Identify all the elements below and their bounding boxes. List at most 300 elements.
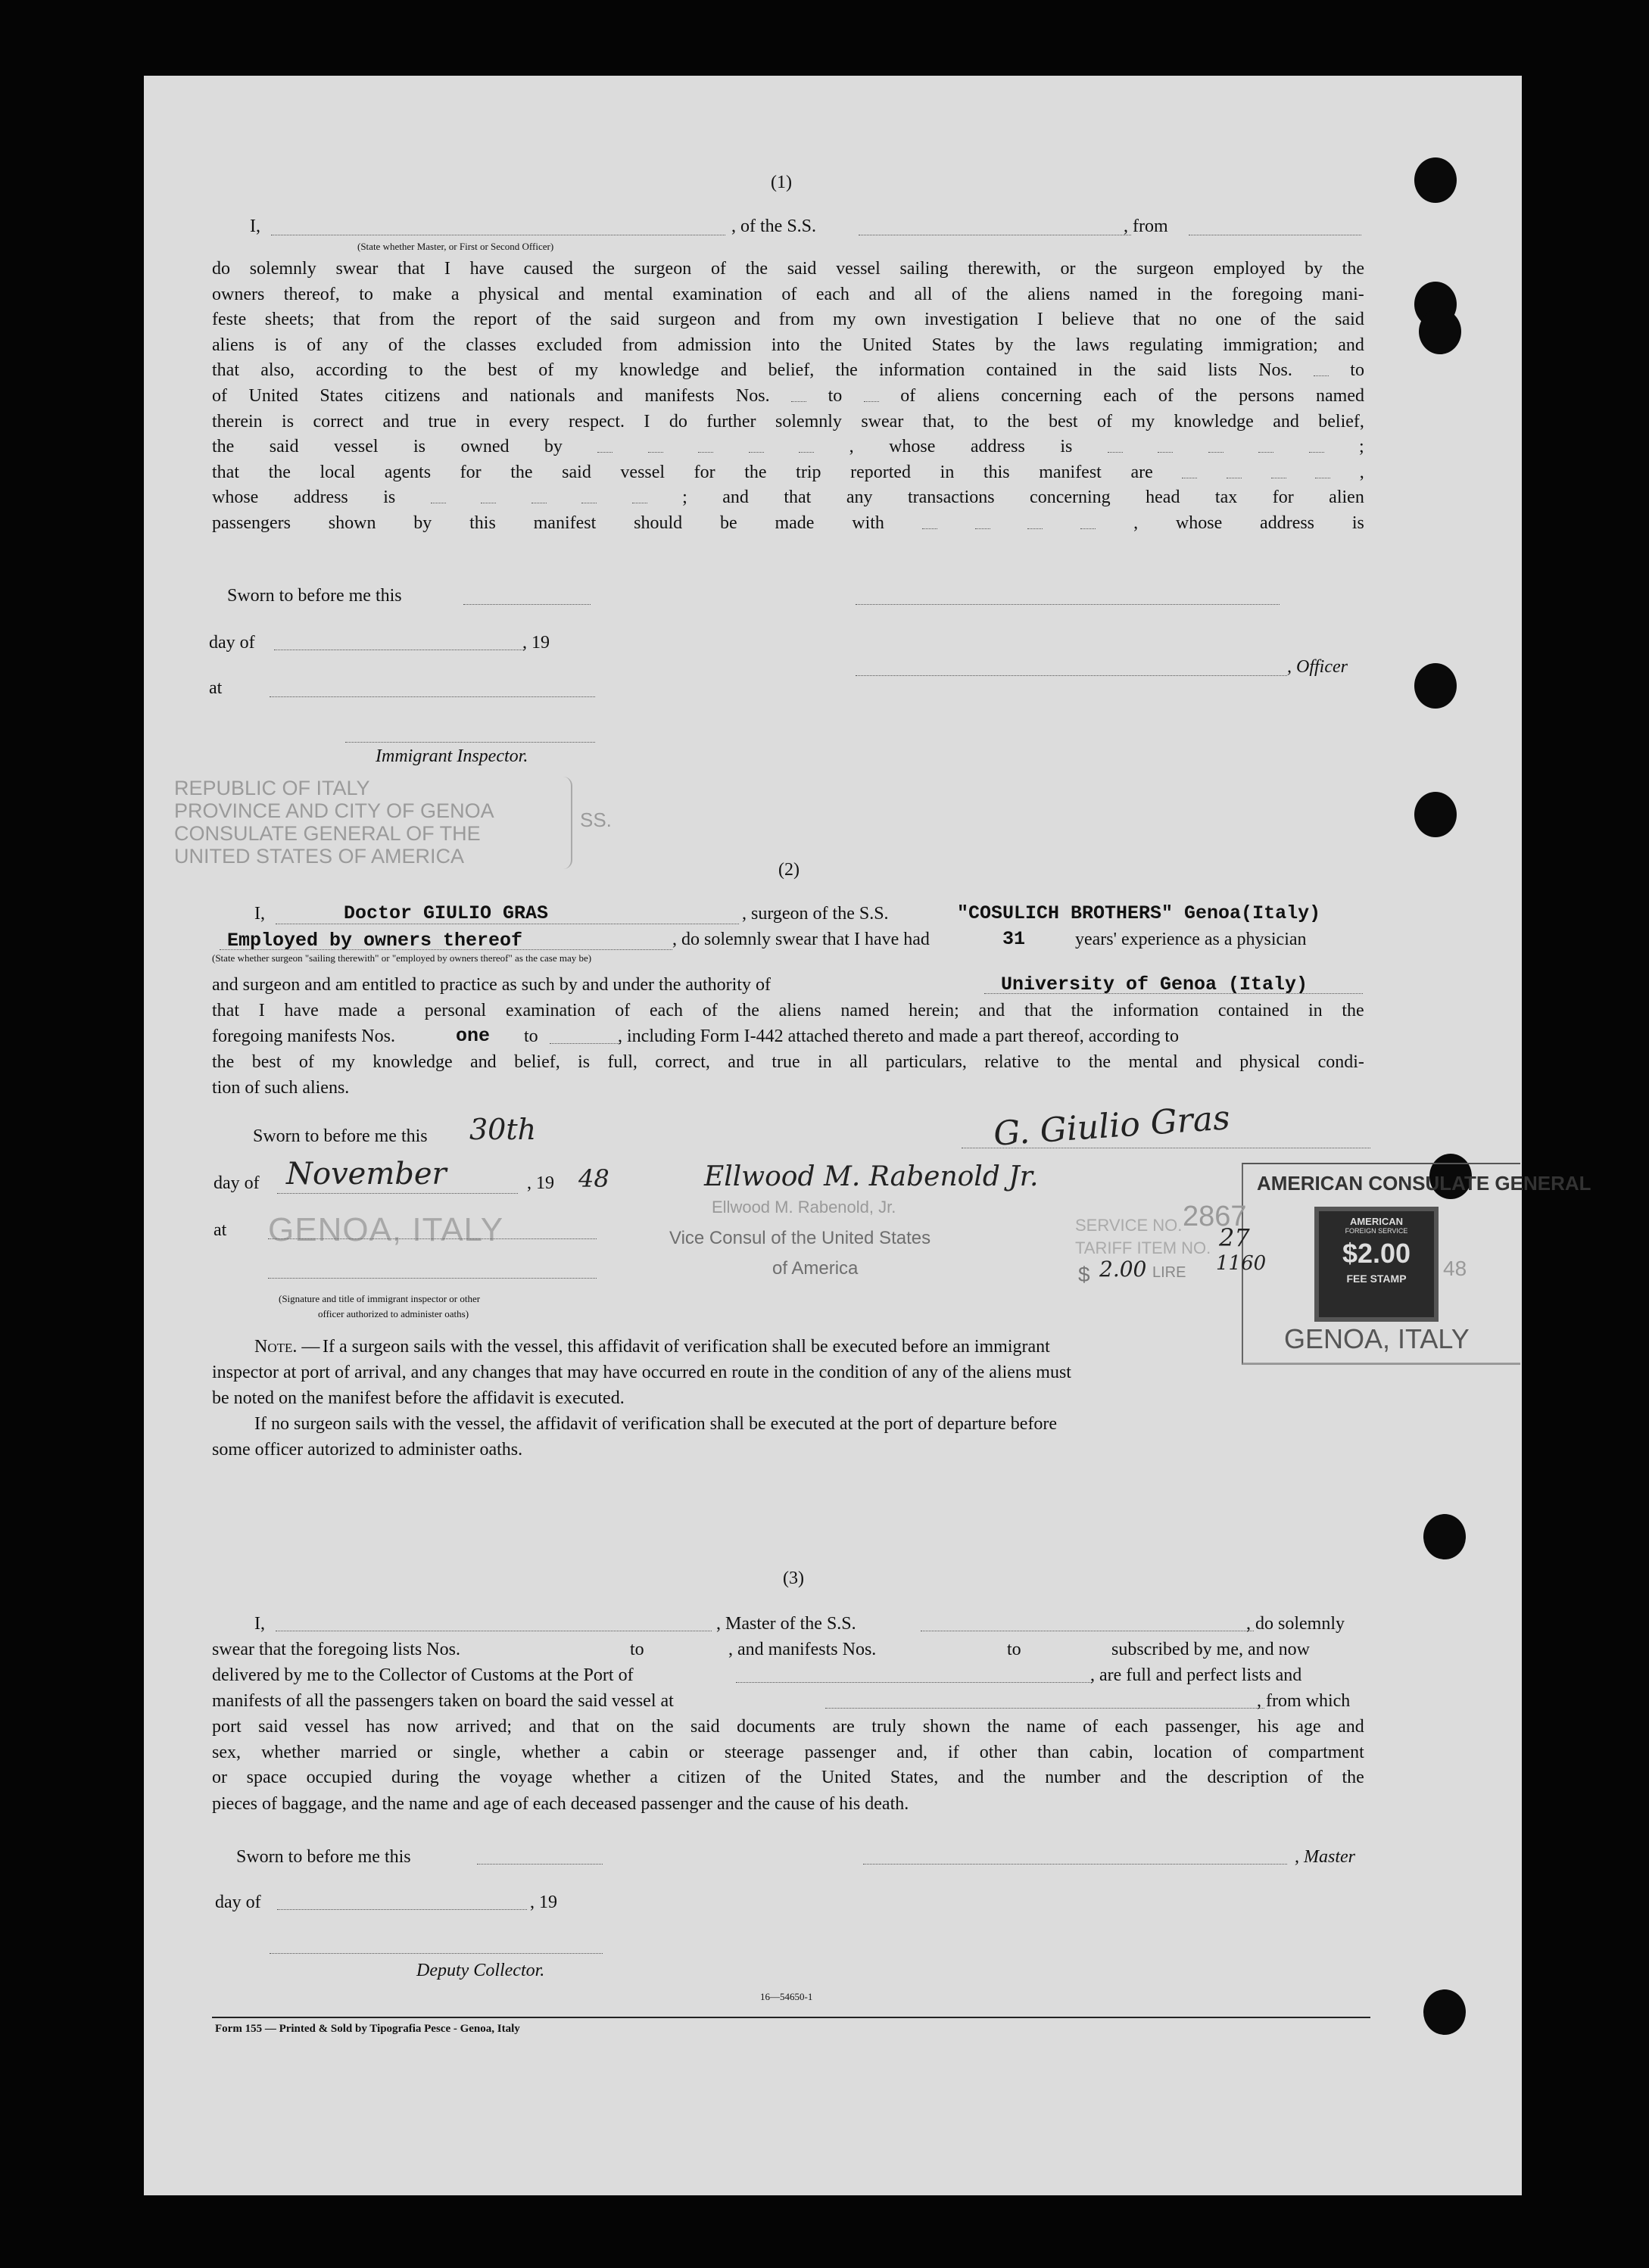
revenue-value: $2.00 — [1342, 1238, 1411, 1269]
word: the — [592, 259, 615, 279]
word: by — [1304, 259, 1323, 279]
word: vessel — [304, 1717, 349, 1737]
word: , — [1133, 513, 1139, 533]
word: knowledge — [373, 1052, 453, 1072]
word: tax — [1214, 488, 1238, 508]
word: into — [771, 335, 800, 355]
word: has — [366, 1717, 391, 1737]
word: his — [1257, 1717, 1279, 1737]
word: the — [1195, 386, 1217, 406]
word — [1080, 513, 1096, 529]
word: port — [212, 1717, 242, 1737]
word: every — [509, 411, 550, 431]
word: Nos. — [1258, 360, 1292, 381]
punch-hole — [1414, 792, 1457, 837]
s3-port-field — [736, 1682, 1092, 1683]
word: vessel — [333, 437, 379, 457]
word: from — [778, 310, 815, 330]
s2-authority-text: and surgeon and am entitled to practice as such by and under the authority of — [212, 975, 771, 995]
word: mental — [603, 284, 653, 304]
word: passenger — [804, 1742, 877, 1762]
word: and — [868, 284, 895, 304]
word: the — [744, 462, 767, 482]
s1-body-line — [212, 259, 1364, 279]
authority-field — [984, 993, 1363, 994]
word: said — [690, 1717, 720, 1737]
word: that — [397, 259, 425, 279]
word: owned — [460, 437, 510, 457]
word: or — [417, 1742, 433, 1762]
s3-line2: , and manifests Nos. — [728, 1640, 877, 1659]
word — [1271, 463, 1286, 478]
vice-consul-signature: Ellwood M. Rabenold Jr. — [704, 1161, 1039, 1192]
word: that — [332, 310, 360, 330]
word: whose — [212, 488, 259, 508]
word: are — [832, 1717, 855, 1737]
word: the — [569, 310, 592, 330]
word: the — [1003, 1768, 1026, 1788]
officer-note: (State whether Master, or First or Second Officer) — [357, 241, 554, 252]
word: and — [1273, 411, 1299, 431]
word: be — [719, 513, 737, 533]
word: made — [338, 1001, 378, 1020]
word — [749, 437, 764, 453]
word: sailing — [899, 259, 949, 279]
s1-officer: , Officer — [1287, 657, 1348, 677]
word: space — [246, 1768, 287, 1788]
word — [975, 513, 990, 529]
s3-deputy: Deputy Collector. — [416, 1961, 545, 1980]
word: location — [1153, 1742, 1212, 1762]
word: report — [473, 310, 517, 330]
word: the — [458, 1768, 481, 1788]
word: and — [957, 1768, 984, 1788]
note-para2: some officer autorized to administer oaths. — [212, 1440, 523, 1460]
word: is — [578, 1052, 591, 1072]
word: said — [269, 437, 299, 457]
lire-amount: 1160 — [1216, 1252, 1267, 1275]
word: the — [1071, 1001, 1094, 1020]
word: age — [1295, 1717, 1321, 1737]
vice-consul-stamp: Vice Consul of the United States — [669, 1228, 931, 1248]
word: information — [879, 360, 965, 381]
word: of — [1260, 310, 1276, 330]
word: of — [951, 284, 967, 304]
word: this — [469, 513, 496, 533]
s2-surgeon-of: , surgeon of the S.S. — [742, 904, 889, 924]
word: manifest — [533, 513, 597, 533]
word: named — [1316, 386, 1364, 406]
word: classes — [466, 335, 517, 355]
word: and — [978, 1001, 1005, 1020]
s1-body-line — [212, 310, 1364, 330]
word: do — [212, 259, 230, 279]
word: Nos. — [735, 386, 770, 406]
word: of — [298, 1052, 314, 1072]
word: persons — [1239, 386, 1295, 406]
word: my — [832, 310, 856, 330]
word: examination — [672, 284, 762, 304]
word: single, — [453, 1742, 501, 1762]
word — [1182, 463, 1197, 478]
word: that — [1133, 310, 1161, 330]
word: and, — [896, 1742, 927, 1762]
word: number — [1045, 1768, 1101, 1788]
word: that, — [922, 411, 955, 431]
word: the — [423, 335, 446, 355]
revenue-number: 48 — [1443, 1257, 1467, 1280]
word: no — [1178, 310, 1197, 330]
word: caused — [523, 259, 573, 279]
word: information — [1112, 1001, 1199, 1020]
word: mental — [1128, 1052, 1178, 1072]
word: or — [212, 1768, 227, 1788]
word: trip — [796, 462, 821, 482]
s1-line1-i: I, — [250, 217, 260, 236]
word — [597, 437, 613, 453]
word: shown — [328, 513, 376, 533]
word: of — [388, 335, 404, 355]
word: have — [284, 1001, 319, 1020]
word: herein; — [909, 1001, 959, 1020]
word: solemnly — [249, 259, 316, 279]
word: are — [1130, 462, 1153, 482]
word: States — [931, 335, 975, 355]
s2-best-line — [212, 1052, 1364, 1073]
s1-body-line — [212, 437, 1364, 457]
word: concerning — [1030, 488, 1111, 508]
word: the — [1165, 1768, 1188, 1788]
word: the — [986, 284, 1008, 304]
revenue-top: AMERICAN — [1349, 1216, 1404, 1227]
word: whose — [1175, 513, 1223, 533]
word: the — [835, 360, 858, 381]
word — [481, 488, 496, 503]
word: employed — [1213, 259, 1286, 279]
word: and — [728, 1052, 754, 1072]
s3-master-of: , Master of the S.S. — [716, 1614, 856, 1634]
word: that — [572, 1717, 600, 1737]
word: and — [470, 1052, 497, 1072]
word: the — [1342, 1001, 1364, 1020]
word: regulating — [1129, 335, 1203, 355]
word: particulars, — [885, 1052, 967, 1072]
word: and — [461, 386, 488, 406]
word: by — [995, 335, 1014, 355]
s3-i: I, — [254, 1614, 265, 1634]
service-no: 2867 — [1183, 1201, 1247, 1232]
tariff-no: 27 — [1219, 1223, 1250, 1252]
word: aliens — [937, 386, 980, 406]
word: the — [1342, 1768, 1364, 1788]
s2-tion: tion of such aliens. — [212, 1078, 350, 1098]
word: is — [274, 335, 287, 355]
word: of — [781, 284, 797, 304]
word: of — [535, 310, 551, 330]
word: I — [644, 411, 650, 431]
word: is — [413, 437, 426, 457]
word — [632, 488, 647, 503]
word: and — [1120, 1768, 1146, 1788]
word: sheets; — [264, 310, 315, 330]
word: all — [914, 284, 933, 304]
word: further — [706, 411, 756, 431]
word: best — [251, 1052, 282, 1072]
s3-master: , Master — [1295, 1847, 1355, 1867]
word: than — [1037, 1742, 1069, 1762]
word: address — [970, 437, 1025, 457]
word: the — [819, 335, 843, 355]
word: name — [1026, 1717, 1066, 1737]
word: lists — [1208, 360, 1237, 381]
word: in — [1308, 1001, 1323, 1020]
word: for — [1272, 488, 1294, 508]
word — [799, 437, 814, 453]
month-handwritten: November — [286, 1157, 447, 1192]
word: contained — [1217, 1001, 1289, 1020]
word: in — [475, 411, 490, 431]
s2-sig-field — [268, 1278, 597, 1279]
word: examination — [505, 1001, 596, 1020]
word: of — [745, 1768, 761, 1788]
word: the — [745, 259, 768, 279]
word — [1309, 437, 1324, 453]
word — [698, 437, 713, 453]
s3-year: , 19 — [530, 1893, 557, 1912]
word: cabin — [628, 1742, 669, 1762]
word: and — [528, 1717, 556, 1737]
word: of — [710, 259, 726, 279]
consulate-place: GENOA, ITALY — [1284, 1323, 1470, 1354]
word: in — [1078, 360, 1093, 381]
word: to — [359, 284, 373, 304]
fee-prefix: $ — [1078, 1263, 1090, 1286]
word: truly — [871, 1717, 906, 1737]
word: on — [616, 1717, 634, 1737]
punch-hole — [1423, 1514, 1466, 1559]
word — [1108, 437, 1123, 453]
word: said — [1335, 310, 1364, 330]
surgeon-name: Doctor GIULIO GRAS — [344, 902, 549, 924]
word: immigration; — [1223, 335, 1318, 355]
word: of — [1233, 1742, 1248, 1762]
word: whether — [261, 1742, 320, 1762]
word: agents — [384, 462, 432, 482]
word — [864, 386, 879, 402]
word — [581, 488, 597, 503]
word: States, — [890, 1768, 939, 1788]
word: surgeon — [1136, 259, 1194, 279]
word: investigation — [924, 310, 1019, 330]
s3-line2: to — [630, 1640, 644, 1659]
word: arrived; — [455, 1717, 512, 1737]
word: that — [212, 360, 239, 381]
word: manifests — [644, 386, 715, 406]
word: my — [332, 1052, 355, 1072]
word: the — [432, 310, 455, 330]
word: I — [258, 1001, 265, 1020]
italy-stamp-line: PROVINCE AND CITY OF GENOA — [174, 799, 494, 822]
word: solemnly — [775, 411, 842, 431]
word — [922, 513, 937, 529]
s2-at-field — [268, 1238, 597, 1239]
s2-years-exp: years' experience as a physician — [1075, 930, 1307, 949]
word: to — [1056, 1052, 1071, 1072]
word: is — [282, 411, 295, 431]
word: description — [1207, 1768, 1289, 1788]
word: the — [1007, 411, 1030, 431]
note-line: inspector at port of arrival, and any changes that may have occurred en route in the condition of any of the aliens must — [212, 1363, 1071, 1382]
word: said — [1157, 360, 1187, 381]
word: the — [268, 462, 291, 482]
italy-stamp-line: REPUBLIC OF ITALY — [174, 777, 370, 799]
employed-field — [220, 949, 672, 950]
word: the — [1088, 1052, 1111, 1072]
word: true — [428, 411, 457, 431]
italy-stamp-ss: SS. — [580, 808, 612, 831]
s2-swear-had: , do solemnly swear that I have had — [672, 930, 930, 949]
s1-body-line — [212, 463, 1364, 483]
sig-note-1: (Signature and title of immigrant inspector or other — [279, 1293, 481, 1304]
place-stamp: GENOA, ITALY — [268, 1211, 504, 1248]
word: whose — [889, 437, 936, 457]
word: I — [1036, 310, 1043, 330]
word — [648, 437, 663, 453]
years-experience: 31 — [1002, 928, 1026, 950]
word: shown — [922, 1717, 971, 1737]
word: vessel — [620, 462, 666, 482]
note-line: If a surgeon sails with the vessel, this affidavit of verification shall be executed before an immigrant — [323, 1337, 1050, 1357]
s1-line1-from: , from — [1124, 217, 1168, 236]
word — [531, 488, 547, 503]
word: laws — [1075, 335, 1109, 355]
revenue-mid: FOREIGN SERVICE — [1345, 1227, 1408, 1235]
s3-sworn-field — [477, 1864, 603, 1865]
word: or — [1060, 259, 1076, 279]
word — [1258, 437, 1273, 453]
word: best — [488, 360, 517, 381]
section-2-number: (2) — [778, 860, 800, 880]
s1-body-line — [212, 285, 1364, 305]
officer-signature-field — [856, 604, 1280, 605]
s1-body-line — [212, 386, 1364, 407]
form-number: 16—54650-1 — [760, 1991, 813, 2002]
word: citizen — [677, 1768, 726, 1788]
word: of — [212, 386, 227, 406]
word: United — [248, 386, 298, 406]
word: of — [615, 1001, 631, 1020]
s1-day-of: day of — [209, 633, 255, 653]
section-3-number: (3) — [783, 1569, 804, 1588]
word: each — [650, 1001, 683, 1020]
word: knowledge — [1174, 411, 1254, 431]
manifest-from: one — [456, 1025, 491, 1047]
word — [1027, 513, 1043, 529]
word: the — [987, 1717, 1010, 1737]
s3-body-line — [212, 1743, 1364, 1763]
word: is — [383, 488, 396, 508]
word: physical — [478, 284, 539, 304]
word — [1208, 437, 1224, 453]
word: a — [397, 1001, 406, 1020]
word: surgeon — [634, 259, 692, 279]
word: to — [408, 360, 423, 381]
word: sex, — [212, 1742, 241, 1762]
word: made — [775, 513, 815, 533]
word: believe — [1061, 310, 1114, 330]
italy-stamp-line: CONSULATE GENERAL OF THE — [174, 822, 481, 845]
word: swear — [861, 411, 904, 431]
word: married — [340, 1742, 397, 1762]
word: my — [1131, 411, 1155, 431]
authority: University of Genoa (Italy) — [1001, 974, 1308, 995]
word: the — [1342, 259, 1364, 279]
word: that — [212, 462, 239, 482]
word: belief, — [514, 1052, 560, 1072]
word: of — [1158, 386, 1174, 406]
word: therein — [212, 411, 263, 431]
word: address — [1260, 513, 1315, 533]
s2-sworn: Sworn to before me this — [253, 1126, 428, 1146]
word: of — [538, 360, 554, 381]
word: United — [862, 335, 912, 355]
word: mani- — [1321, 284, 1364, 304]
surgeon-signature: G. Giulio Gras — [992, 1098, 1232, 1154]
s2-day-field — [277, 1193, 518, 1194]
word: and — [1338, 335, 1364, 355]
word: of — [900, 386, 916, 406]
word: States — [320, 386, 363, 406]
s3-body-line — [212, 1717, 1364, 1737]
service-label: SERVICE NO. — [1075, 1216, 1183, 1235]
word: is — [1060, 437, 1073, 457]
word: said — [787, 259, 817, 279]
s1-sworn: Sworn to before me this — [227, 586, 402, 606]
word — [1158, 437, 1173, 453]
word: and — [734, 310, 761, 330]
word: the — [510, 462, 533, 482]
s2-i: I, — [254, 904, 265, 924]
word: surgeon — [658, 310, 715, 330]
word: or — [688, 1742, 704, 1762]
punch-hole — [1423, 1989, 1466, 2035]
s1-body-line — [212, 412, 1364, 432]
note-para2: If no surgeon sails with the vessel, the affidavit of verification shall be executed at the port of departure before — [254, 1414, 1058, 1434]
section-1-number: (1) — [771, 173, 792, 192]
lire-label: LIRE — [1152, 1264, 1186, 1281]
word: to — [1350, 360, 1364, 381]
punch-hole — [1414, 157, 1457, 203]
officer-name-line — [856, 675, 1287, 676]
word: and — [558, 284, 585, 304]
word: a — [600, 1742, 609, 1762]
ship-name: "COSULICH BROTHERS" Genoa(Italy) — [957, 902, 1321, 924]
word: best — [1048, 411, 1078, 431]
word: should — [634, 513, 683, 533]
word: head — [1146, 488, 1180, 508]
word: true — [772, 1052, 800, 1072]
word: feste — [212, 310, 247, 330]
s2-note: (State whether surgeon "sailing therewith" or "employed by owners thereof" as the case may be) — [212, 952, 592, 964]
word: for — [694, 462, 715, 482]
word: I — [444, 259, 450, 279]
word: therewith, — [968, 259, 1041, 279]
word: transactions — [907, 488, 995, 508]
word: and — [722, 488, 749, 508]
word: a — [650, 1768, 658, 1788]
word: make — [392, 284, 432, 304]
word: the — [1113, 360, 1136, 381]
